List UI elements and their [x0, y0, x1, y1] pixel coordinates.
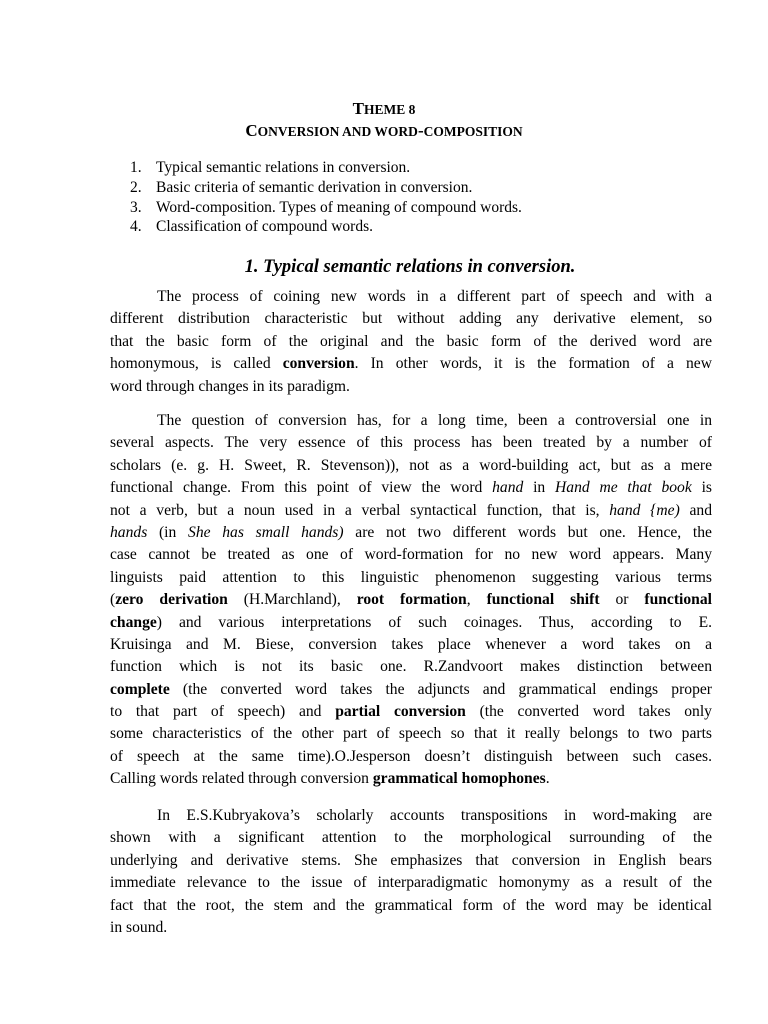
list-item: 1. Typical semantic relations in conversion.: [130, 159, 411, 176]
paragraph-3: In E.S.Kubryakova’s scholarly accounts transpositions in word-making are shown with a significant attention to the morphological surrounding of the underlying and derivative stems. She emphasizes that conversion in English bears immediate relevance to the issue of interparadigmatic homonymy as a result of the fact that the root, the stem and the grammatical form of the word may be identical in sound.: [110, 807, 712, 936]
theme-heading: THEME 8: [352, 99, 416, 118]
topic-list: [130, 158, 522, 237]
paragraph-2: The question of conversion has, for a long time, been a controversial one in several aspects. The very essence of this process has been treated by a number of scholars (e. g. H. Sweet, R. Stevenson)), not as a word-building act, but as a mere functional change. From this point of view the word hand in Hand me that book is not a verb, but a noun used in a verbal syntactical function, that is, hand {me) and hands (in She has small hands) are not two different words but one. Hence, the case cannot be treated as one of word-formation for no new word appears. Many linguists paid attention to this linguistic phenomenon suggesting various terms (zero derivation (H.Marchland), root formation, functional shift or functional change) and various interpretations of such coinages. Thus, according to E. Kruisinga and M. Biese, conversion takes place whenever a word takes on a function which is not its basic one. R.Zandvoort makes distinction between complete (the converted word takes the adjuncts and grammatical endings proper to that part of speech) and partial conversion (the converted word takes only some characteristics of the other part of speech so that it really belongs to two parts of speech at the same time).O.Jesperson doesn’t distinguish between such cases. Calling words related through conversion grammatical homophones.: [110, 412, 712, 788]
theme-title: CONVERSION AND WORD-COMPOSITION: [245, 121, 523, 140]
paragraph-1: The process of coining new words in a different part of speech and with a different distribution characteristic but without adding any derivative element, so that the basic form of the original and the basic form of the derived word are homonymous, is called conversion. In other words, it is the formation of a new word through changes in its paradigm.: [110, 288, 712, 395]
list-item: 4. Classification of compound words.: [130, 218, 373, 236]
list-item: 3. Word-composition. Types of meaning of compound words.: [130, 198, 522, 216]
list-item: 2. Basic criteria of semantic derivation in conversion.: [130, 178, 473, 196]
term-conversion: conversion: [282, 355, 355, 373]
section-heading: 1. Typical semantic relations in conversion.: [244, 257, 576, 277]
